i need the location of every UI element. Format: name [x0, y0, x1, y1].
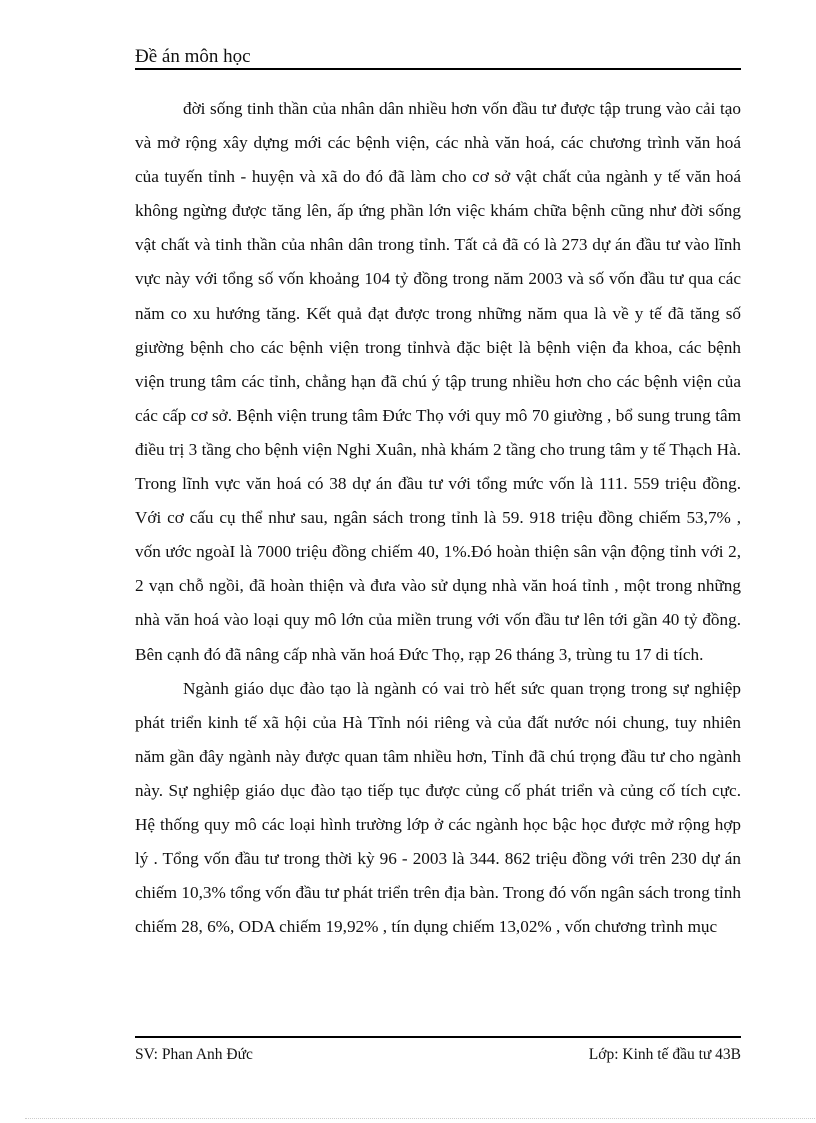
page-header: Đề án môn học	[135, 46, 251, 67]
paragraph-health-culture: đời sống tinh thần của nhân dân nhiều hơn vốn đầu tư được tập trung vào cải tạo và mở rộng xây dựng mới các bệnh viện, các nhà văn hoá, các chương trình văn hoá của tuyến tỉnh - huyện và xã do đó đã làm cho cơ sở vật chất của ngành y tế văn hoá không ngừng được tăng lên, ấp ứng phần lớn việc khám chữa bệnh cũng như đời sống vật chất và tinh thần của nhân dân trong tỉnh. Tất cả đã có là 273 dự án đầu tư vào lĩnh vực này với tổng số vốn khoảng 104 tỷ đồng trong năm 2003 và số vốn đầu tư qua các năm co xu hướng tăng. Kết quả đạt được trong những năm qua là về y tế đã tăng số giường bệnh cho các bệnh viện trong tỉnhvà đặc biệt là bệnh viện đa khoa, các bệnh viện trung tâm các tỉnh, chẳng hạn đã chú ý tập trung nhiều hơn cho các bệnh viện của các cấp cơ sở. Bệnh viện trung tâm Đức Thọ với quy mô 70 giường , bổ sung trung tâm điều trị 3 tầng cho bệnh viện Nghi Xuân, nhà khám 2 tầng cho trung tâm y tế Thạch Hà. Trong lĩnh vực văn hoá có 38 dự án đầu tư với tổng mức vốn là 111. 559 triệu đồng. Với cơ cấu cụ thể như sau, ngân sách trong tỉnh là 59. 918 triệu đồng chiếm 53,7% , vốn ước ngoàI là 7000 triệu đồng chiếm 40, 1%.Đó hoàn thiện sân vận động tỉnh với 2, 2 vạn chỗ ngồi, đã hoàn thiện và đưa vào sử dụng nhà văn hoá tỉnh , một trong những nhà văn hoá vào loại quy mô lớn của miền trung với vốn đầu tư lên tới gần 40 tỷ đồng. Bên cạnh đó đã nâng cấp nhà văn hoá Đức Thọ, rạp 26 tháng 3, trùng tu 17 di tích.	[135, 99, 741, 664]
page-footer	[135, 1045, 741, 1065]
paragraph-education: Ngành giáo dục đào tạo là ngành có vai trò hết sức quan trọng trong sự nghiệp phát triển kinh tế xã hội của Hà Tĩnh nói riêng và của đất nước nói chung, tuy nhiên năm gần đây ngành này được quan tâm nhiều hơn, Tỉnh đã chú trọng đầu tư cho ngành này. Sự nghiệp giáo dục đào tạo tiếp tục được củng cố phát triển và củng cố tích cực. Hệ thống quy mô các loại hình trường lớp ở các ngành học bậc học được mở rộng hợp lý . Tổng vốn đầu tư trong thời kỳ 96 - 2003 là 344. 862 triệu đồng với trên 230 dự án chiếm 10,3% tổng vốn đầu tư phát triển trên địa bàn. Trong đó vốn ngân sách trong tỉnh chiếm 28, 6%, ODA chiếm 19,92% , tín dụng chiếm 13,02% , vốn chương trình mục	[135, 678, 741, 937]
header-divider	[135, 68, 741, 70]
footer-student-name: SV: Phan Anh Đức	[135, 1046, 253, 1063]
page-bottom-edge	[25, 1118, 815, 1119]
footer-divider	[135, 1036, 741, 1038]
document-body	[135, 92, 741, 944]
footer-class-name: Lớp: Kinh tế đầu tư 43B	[588, 1046, 741, 1063]
